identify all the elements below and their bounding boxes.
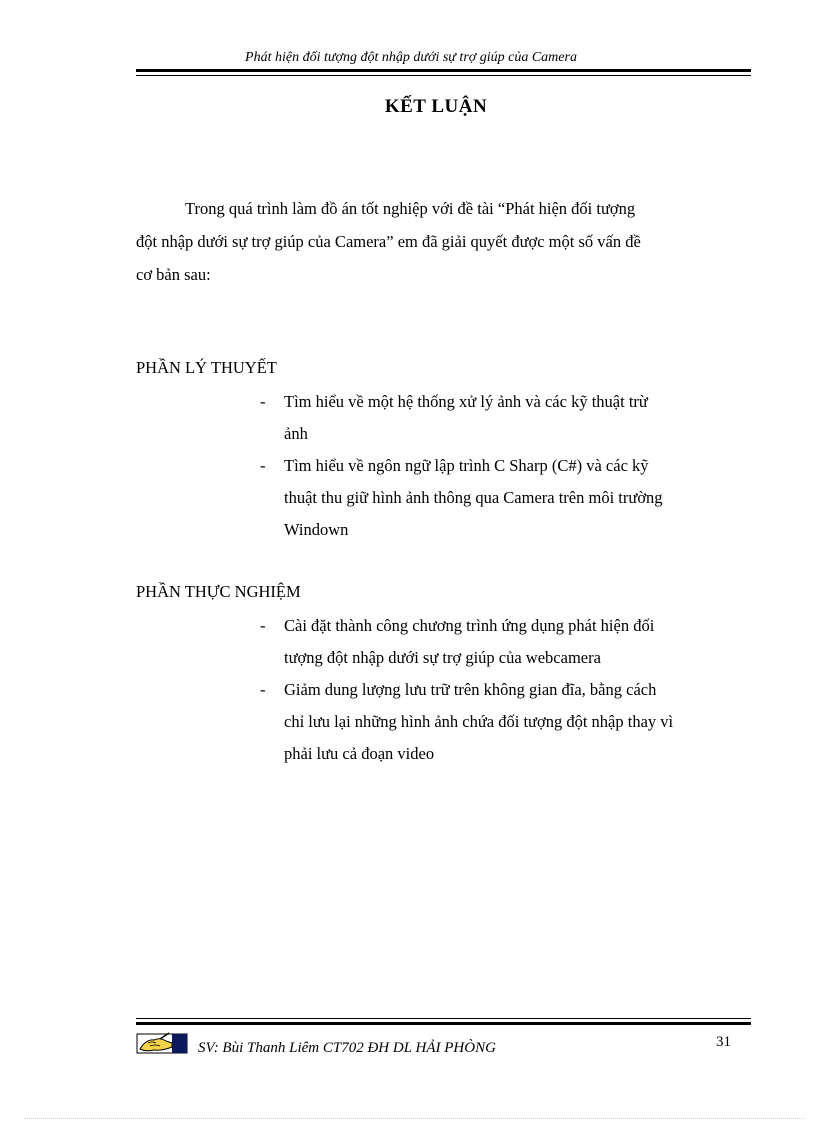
header-rule-thin [136, 75, 751, 76]
bullet-dash: - [260, 392, 266, 411]
page-title: KẾT LUẬN [384, 96, 488, 117]
bullet-line: tượng đột nhập dưới sự trợ giúp của webcamera [284, 648, 601, 667]
footer-rule-thick [136, 1022, 751, 1025]
bullet-line: chỉ lưu lại những hình ảnh chứa đối tượng đột nhập thay vì [284, 712, 674, 731]
intro-line: đột nhập dưới sự trợ giúp của Camera” em đã giải quyết được một số vấn đề [136, 232, 641, 251]
bullet-line: Tìm hiểu về ngôn ngữ lập trình C Sharp (C#) và các kỹ [284, 456, 649, 475]
page-number: 31 [716, 1034, 731, 1050]
bullet-line: Cài đặt thành công chương trình ứng dụng phát hiện đối [284, 616, 655, 635]
bullet-line: phải lưu cả đoạn video [284, 744, 435, 763]
page-edge [24, 1118, 804, 1119]
section-heading-practice: PHẦN THỰC NGHIỆM [136, 582, 301, 601]
header-rule-thick [136, 69, 751, 72]
bullet-line: thuật thu giữ hình ảnh thông qua Camera trên môi trường [284, 488, 663, 507]
writing-hand-icon [136, 1031, 188, 1055]
bullet-line: Windown [284, 520, 349, 539]
section-heading-theory: PHẦN LÝ THUYẾT [136, 358, 277, 377]
bullet-dash: - [260, 616, 266, 635]
bullet-line: Giảm dung lượng lưu trữ trên không gian đĩa, bằng cách [284, 680, 657, 699]
intro-line: cơ bản sau: [136, 265, 211, 284]
footer-rule-thin [136, 1018, 751, 1019]
bullet-line: ảnh [284, 424, 308, 443]
bullet-line: Tìm hiểu về một hệ thống xử lý ảnh và các kỹ thuật trừ [284, 392, 648, 411]
footer-author: SV: Bùi Thanh Liêm CT702 ĐH DL HẢI PHÒNG [198, 1040, 496, 1056]
bullet-dash: - [260, 680, 266, 699]
intro-line: Trong quá trình làm đồ án tốt nghiệp với đề tài “Phát hiện đối tượng [185, 199, 636, 218]
running-header: Phát hiện đối tượng đột nhập dưới sự trợ giúp của Camera [245, 50, 577, 65]
bullet-dash: - [260, 456, 266, 475]
